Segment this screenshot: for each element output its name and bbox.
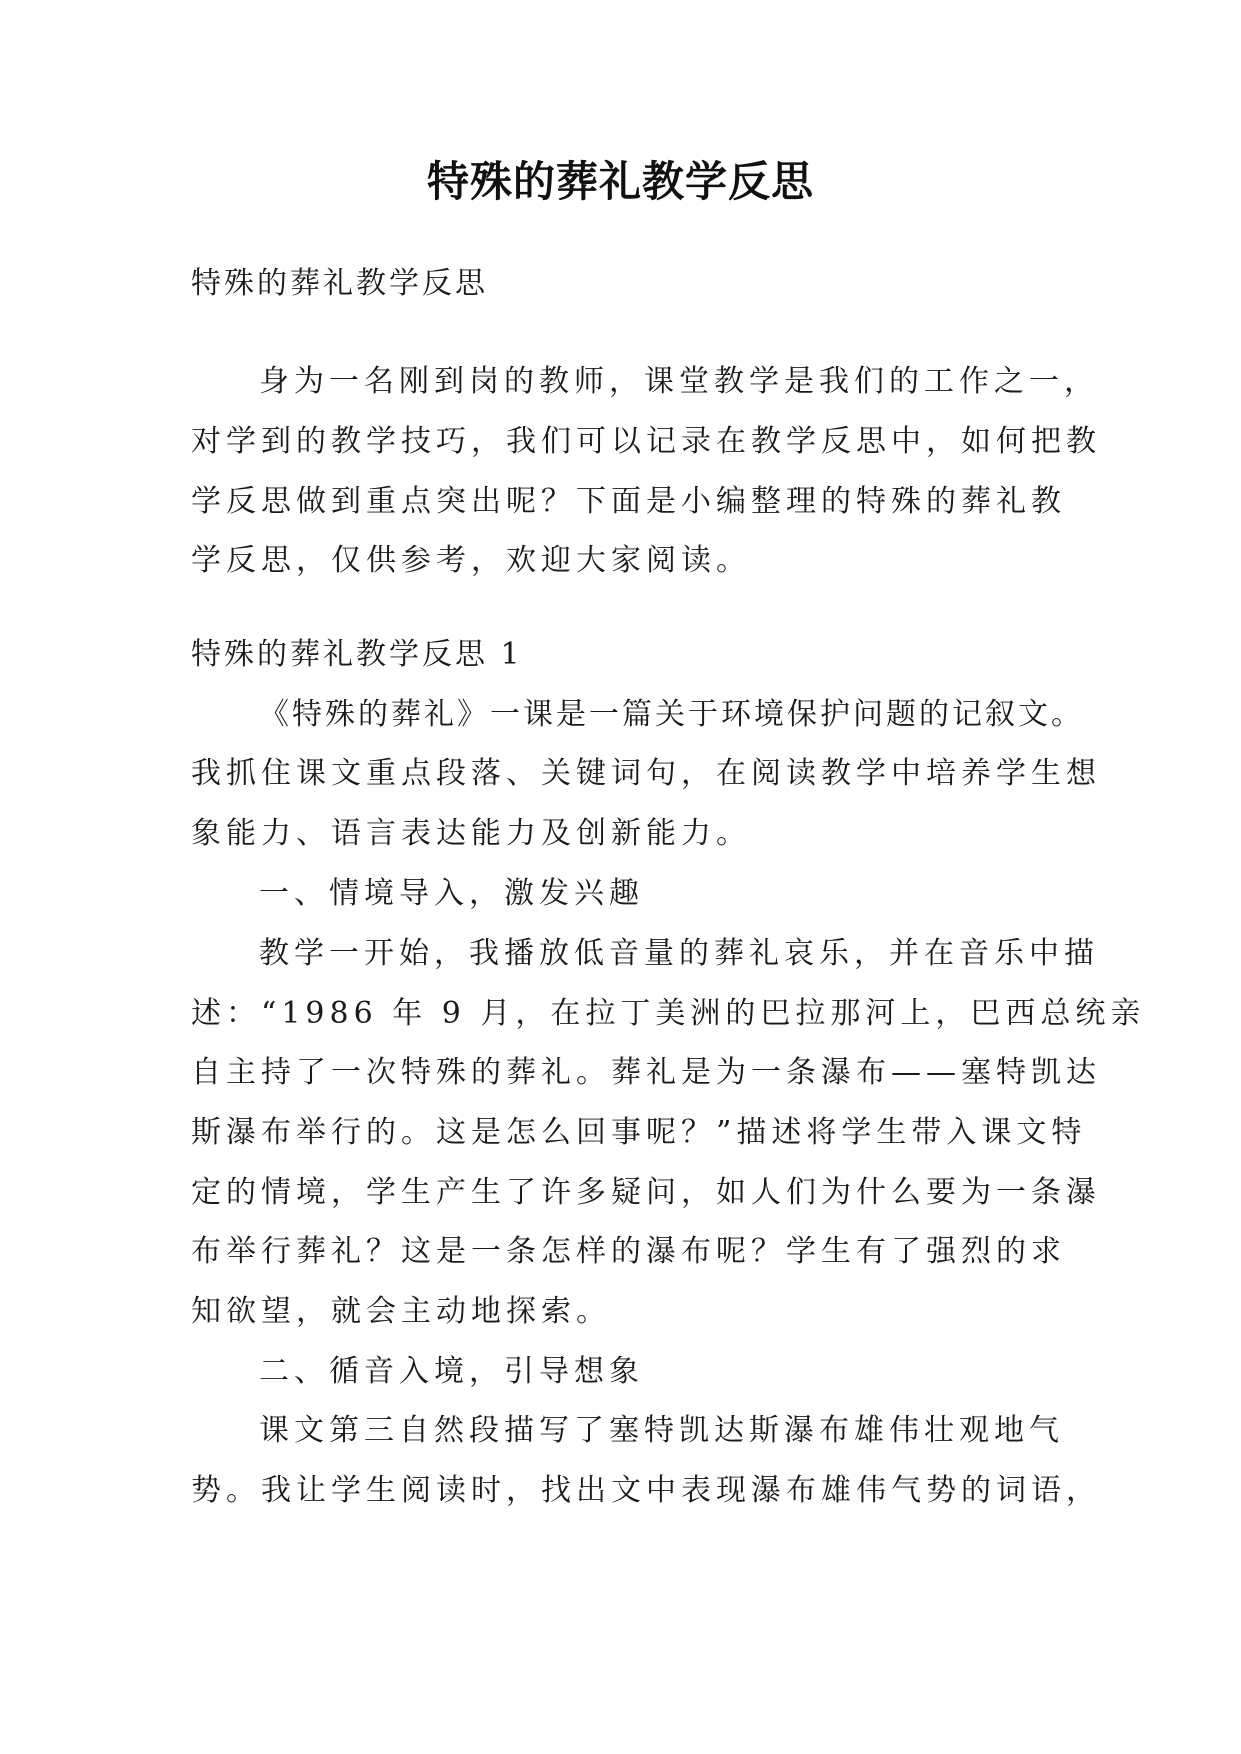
subheading: 一、情境导入，激发兴趣 (259, 876, 644, 911)
paragraph-line: 我抓住课文重点段落、关键词句，在阅读教学中培养学生想 (191, 756, 1101, 791)
subheading: 二、循音入境，引导想象 (259, 1354, 644, 1389)
section-heading: 特殊的葬礼教学反思 1 (191, 637, 523, 672)
intro-line: 对学到的教学技巧，我们可以记录在教学反思中，如何把教 (191, 424, 1101, 459)
paragraph-line: 述：“1986 年 9 月，在拉丁美洲的巴拉那河上，巴西总统亲 (191, 996, 1146, 1031)
document-title: 特殊的葬礼教学反思 (426, 157, 814, 206)
intro-line: 身为一名刚到岗的教师，课堂教学是我们的工作之一， (259, 364, 1099, 399)
paragraph-line: 象能力、语言表达能力及创新能力。 (191, 816, 751, 851)
intro-line: 学反思，仅供参考，欢迎大家阅读。 (191, 543, 751, 578)
paragraph-line: 定的情境，学生产生了许多疑问，如人们为什么要为一条瀑 (191, 1175, 1101, 1210)
paragraph-line: 斯瀑布举行的。这是怎么回事呢？”描述将学生带入课文特 (191, 1115, 1087, 1150)
paragraph-line: 教学一开始，我播放低音量的葬礼哀乐，并在音乐中描 (259, 936, 1099, 971)
paragraph-line: 《特殊的葬礼》一课是一篇关于环境保护问题的记叙文。 (259, 697, 1084, 732)
intro-line: 学反思做到重点突出呢？下面是小编整理的特殊的葬礼教 (191, 484, 1066, 519)
paragraph-line: 自主持了一次特殊的葬礼。葬礼是为一条瀑布——塞特凯达 (191, 1055, 1101, 1090)
paragraph-line: 布举行葬礼？这是一条怎样的瀑布呢？学生有了强烈的求 (191, 1234, 1066, 1269)
document-subtitle: 特殊的葬礼教学反思 (191, 266, 488, 301)
paragraph-line: 课文第三自然段描写了塞特凯达斯瀑布雄伟壮观地气 (259, 1413, 1064, 1448)
paragraph-line: 知欲望，就会主动地探索。 (191, 1294, 611, 1329)
paragraph-line: 势。我让学生阅读时，找出文中表现瀑布雄伟气势的词语， (191, 1473, 1101, 1508)
